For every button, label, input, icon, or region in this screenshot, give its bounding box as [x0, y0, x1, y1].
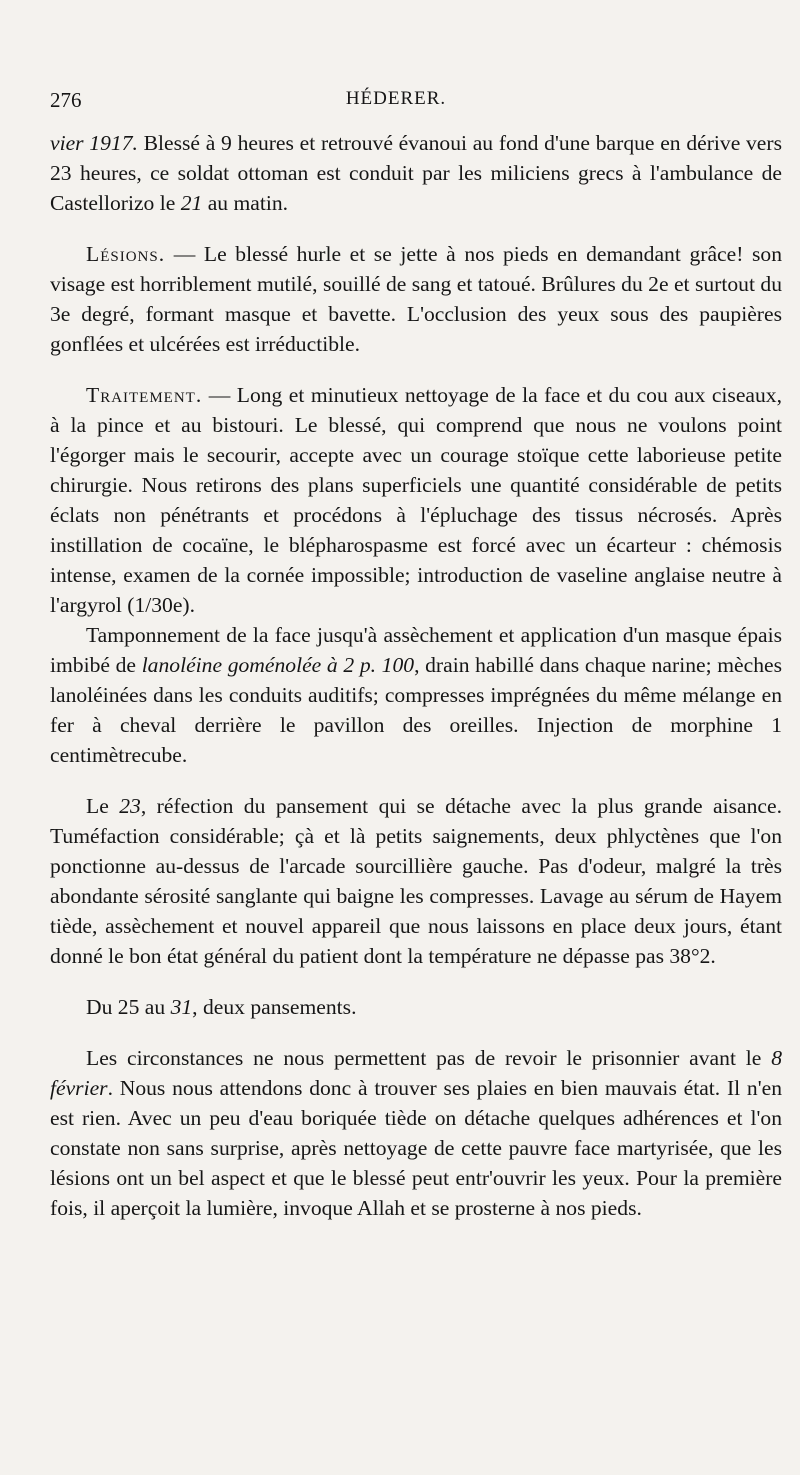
- paragraph-text: Du 25 au: [86, 995, 171, 1019]
- paragraph-traitement: [50, 380, 782, 620]
- paragraph-tamponnement: [50, 620, 782, 770]
- paragraph-text: — Long et minutieux nettoyage de la face et du cou aux ciseaux, à la pince et au bistouri. Le blessé, qui comprend que nous ne voulons point l'égorger mais le secourir, accepte avec un courage stoïque cette laborieuse petite chirurgie. Nous retirons des plans superficiels une quantité considérable de petits éclats non pénétrants et procédons à l'épluchage des tissus nécrosés. Après instillation de cocaïne, le blépharospasme est forcé avec un écarteur : chémosis intense, examen de la cornée impossible; introduction de vaseline anglaise neutre à l'argyrol (1/30e).: [50, 383, 782, 617]
- paragraph-text-end: au matin.: [202, 191, 289, 215]
- italic-date: 8 février: [50, 1046, 782, 1100]
- paragraph-text: Tamponnement de la face jusqu'à assèchement et application d'un masque épais imbibé de: [50, 623, 782, 677]
- paragraph-text: — Le blessé hurle et se jette à nos pieds en demandant grâce! son visage est horriblement mutilé, souillé de sang et tatoué. Brûlures du 2e et surtout du 3e degré, formant masque et bavette. L'occlusion des yeux sous des paupières gonflées et ulcérées est irréductible.: [50, 242, 782, 356]
- italic-date: 31: [170, 995, 193, 1019]
- paragraph-text-end: . Nous nous attendons donc à trouver ses plaies en bien mauvais état. Il n'en est rien. Avec un peu d'eau boriquée tiède on détache quelques adhérences et l'on constate non sans surprise, après nettoyage de cette pauvre face martyrisée, que les lésions ont un bel aspect et que le blessé peut entr'ouvrir les yeux. Pour la première fois, il aperçoit la lumière, invoque Allah et se prosterne à nos pieds.: [50, 1076, 782, 1220]
- italic-date: 23: [119, 794, 141, 818]
- paragraph-text-end: , réfection du pansement qui se détache avec la plus grande aisance. Tuméfaction considérable; çà et là petits saignements, deux phlyctènes que l'on ponctionne au-dessus de l'arcade sourcillière gauche. Pas d'odeur, malgré la très abondante sérosité sanglante qui baigne les compresses. Lavage au sérum de Hayem tiède, assèchement et nouvel appareil que nous laissons en place deux jours, étant donné le bon état général du patient dont la température ne dépasse pas 38°2.: [50, 794, 782, 968]
- paragraph-text: Les circonstances ne nous permettent pas de revoir le prisonnier avant le: [86, 1046, 772, 1070]
- paragraph-case-intro: [50, 128, 782, 218]
- body-text: [50, 128, 782, 1223]
- paragraph-du-25: [50, 992, 782, 1022]
- paragraph-text: Le: [86, 794, 120, 818]
- section-heading-lesions: Lésions.: [86, 242, 166, 266]
- paragraph-circonstances: [50, 1043, 782, 1223]
- italic-remedy: lanoléine goménolée à 2 p. 100: [141, 653, 415, 677]
- section-heading-traitement: Traitement.: [86, 383, 203, 407]
- continued-date: vier 1917.: [50, 131, 138, 155]
- paragraph-text-end: , deux pansements.: [192, 995, 357, 1019]
- paragraph-le-23: [50, 791, 782, 971]
- paragraph-text: Blessé à 9 heures et retrouvé évanoui au fond d'une barque en dérive vers 23 heures, ce soldat ottoman est conduit par les miliciens grecs à l'ambulance de Castellorizo le: [50, 131, 782, 215]
- date-day: 21: [180, 191, 203, 215]
- page-number: 276: [50, 88, 82, 112]
- running-head: [50, 88, 782, 128]
- paragraph-text-end: , drain habillé dans chaque narine; mèches lanoléinées dans les conduits auditifs; compresses imprégnées du même mélange en fer à cheval derrière le pavillon des oreilles. Injection de morphine 1 centimètrecube.: [50, 653, 783, 767]
- running-title: HÉDERER.: [345, 88, 447, 109]
- paragraph-lesions: [50, 239, 782, 359]
